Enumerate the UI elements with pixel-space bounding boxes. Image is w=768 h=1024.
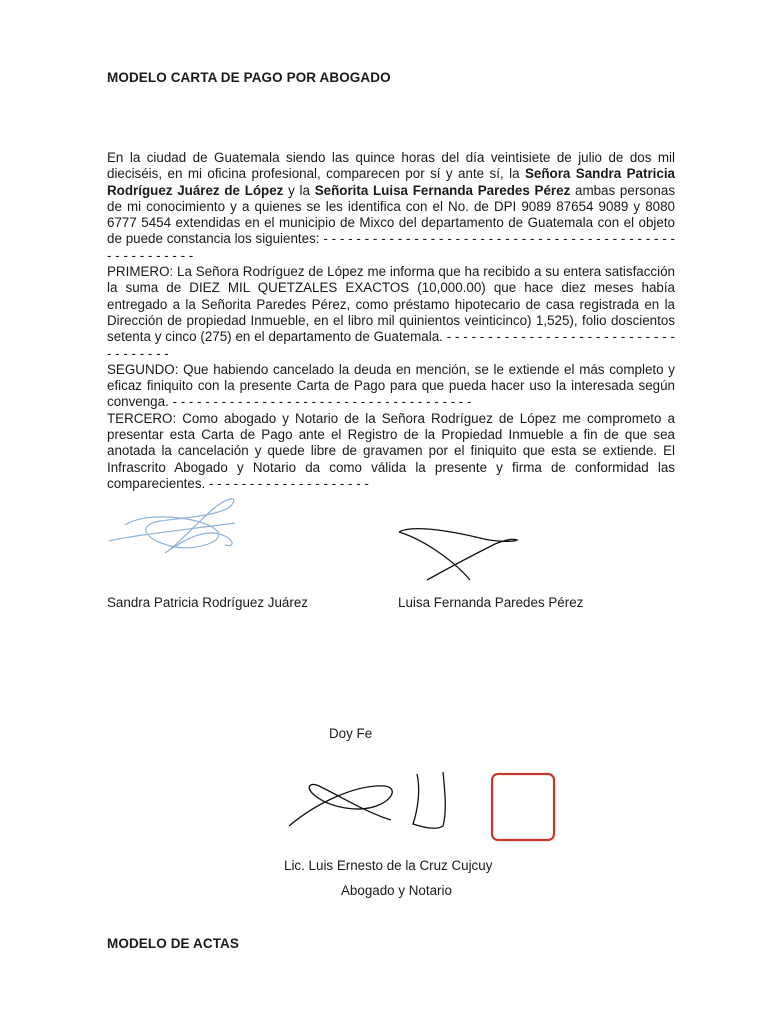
notary-signature-image <box>285 768 455 840</box>
notary-name: Lic. Luis Ernesto de la Cruz Cujcuy <box>284 858 493 873</box>
clause-segundo: SEGUNDO: Que habiendo cancelado la deuda en mención, se le extiende el más completo y eficaz finiquito con la presente Carta de Pago para que pueda hacer uso la interesada según convenga. - - - - - - - - - - - - - - - - - - - - - - - - - - - - - - - - - - - - - <box>107 361 675 410</box>
notary-title: Abogado y Notario <box>341 883 452 898</box>
clause-tercero: TERCERO: Como abogado y Notario de la Señora Rodríguez de López me comprometo a presentar esta Carta de Pago ante el Registro de la Propiedad Inmueble a fin de que sea anotada la cancelación y quede libre de gravamen por el finiquito que esta se extiende. El Infrascrito Abogado y Notario da como válida la presente y firma de conformidad las comparecientes. - - - - - - - - - - - - - - - - - - - - <box>107 410 675 491</box>
intro-text-3: ambas personas de mi conocimiento y a quienes se les identifica con el No. de DPI 9089 87654 9089 y 8080 6777 5454 extendidas en el municipio de Mixco del departamento de Guatemala con el objeto de puede constancia los siguientes: - - - - - - - - - - - - - - - - - - - - - - - - - - - - - - - - - - - - - - - - - - - - - - - - - - - - - - <box>107 182 676 263</box>
intro-text-2: y la <box>283 182 315 198</box>
intro-text-1: En la ciudad de Guatemala siendo las quince horas del día veintisiete de julio de dos mil dieciséis, en mi oficina profesional, comparecen por sí y ante sí, la <box>107 150 675 182</box>
document-body <box>107 150 675 492</box>
signer-2-name: Luisa Fernanda Paredes Pérez <box>398 595 584 610</box>
section-heading: MODELO DE ACTAS <box>107 936 239 951</box>
intro-name-2: Señorita Luisa Fernanda Paredes Pérez <box>314 182 571 198</box>
signature-2-image <box>395 522 525 584</box>
signature-1-image <box>105 495 245 560</box>
intro-name-1: Señora Sandra Patricia Rodríguez Juárez de López <box>107 166 676 198</box>
intro-paragraph <box>107 150 675 264</box>
notary-seal-image <box>490 772 558 842</box>
signer-1-name: Sandra Patricia Rodríguez Juárez <box>107 595 308 610</box>
document-title: MODELO CARTA DE PAGO POR ABOGADO <box>107 70 391 85</box>
doy-fe-label: Doy Fe <box>329 726 373 741</box>
clause-primero: PRIMERO: La Señora Rodríguez de López me informa que ha recibido a su entera satisfacción la suma de DIEZ MIL QUETZALES EXACTOS (10,000.00) que hace diez meses había entregado a la Señorita Paredes Pérez, como préstamo hipotecario de casa registrada en la Dirección de propiedad Inmueble, en el libro mil quinientos veinticinco) 1,525), folio doscientos setenta y cinco (275) en el departamento de Guatemala. - - - - - - - - - - - - - - - - - - - - - - - - - - - - - - - - - - - - <box>107 264 675 361</box>
